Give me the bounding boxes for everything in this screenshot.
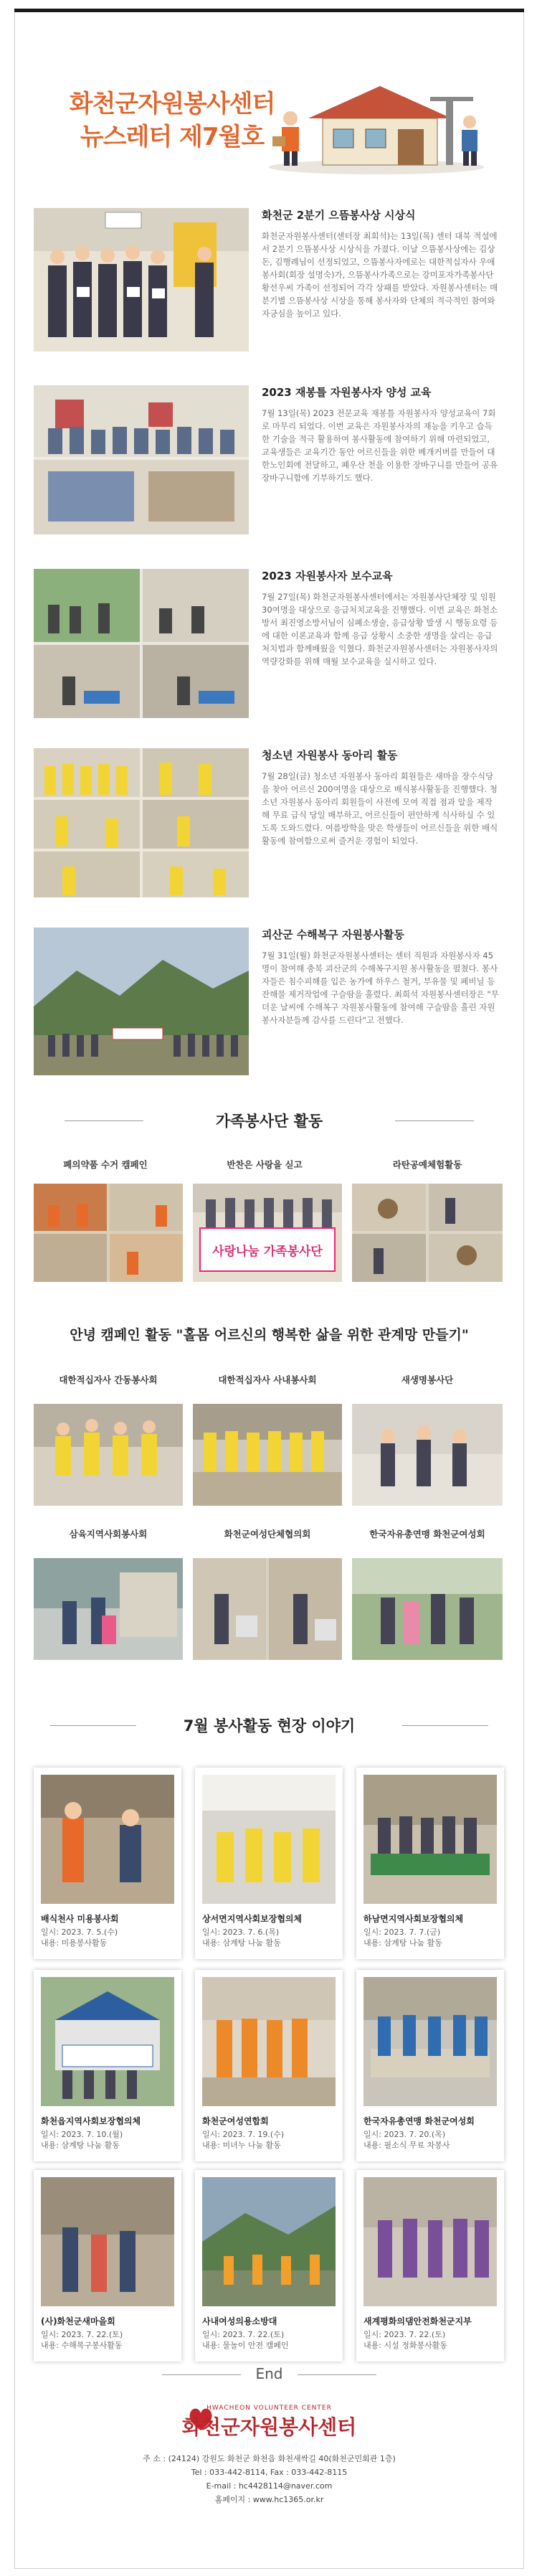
safety-section-title: 안녕 캠페인 활동 "홀몸 어르신의 행복한 삶을 위한 관계망 만들기" [70,1327,469,1343]
divider-line [162,2374,241,2375]
story-card-7 [34,2170,181,2362]
safety-card-5-label: 화천군여성단체협의회 [224,1529,311,1539]
safety-card-3-photo [352,1404,503,1506]
divider-line [65,1120,143,1121]
article-4-title: 청소년 자원봉사 동아리 활동 [262,749,398,762]
newsletter-title [50,88,294,154]
safety-card-5-photo [193,1558,342,1660]
family-card-3-photo [352,1184,503,1282]
article-2-text [262,385,500,484]
story-card-5-title: 화천군여성연합회 [202,2116,269,2126]
story-card-1-photo [41,1775,174,1904]
article-3 [34,569,500,720]
safety-card-4-label: 삼육지역사회봉사회 [69,1529,148,1539]
family-card-1-photo [34,1184,183,1282]
article-5-text [262,928,500,1027]
safety-card-6-label: 한국자유총연맹 화천군여성회 [369,1529,485,1539]
divider-line [298,2374,376,2375]
article-2-title: 2023 재봉틀 자원봉사자 양성 교육 [262,386,432,399]
article-5-title: 괴산군 수해복구 자원봉사활동 [262,928,404,941]
story-card-4-title: 화천읍지역사회보장협의체 [41,2116,141,2126]
story-card-8 [195,2170,343,2362]
article-1-photo [34,208,249,352]
story-card-5-content: 내용: 미녀누 나눔 활동 [202,2141,281,2150]
article-1-title: 화천군 2분기 으뜸봉사상 시상식 [262,209,416,222]
family-banner-text: 사랑나눔 가족봉사단 [212,1245,323,1259]
story-card-8-content: 내용: 물놀이 안전 캠페인 [202,2341,289,2350]
story-card-9-title: 새계평화의댐안전화천군지부 [363,2316,472,2326]
title-line-1: 화천군자원봉사센터 [69,90,275,118]
story-card-6-title: 한국자유총연맹 화천군여성회 [363,2116,475,2126]
story-card-6 [356,1970,504,2161]
story-card-9-photo [363,2177,497,2306]
end-label: End [14,2365,524,2382]
footer-logo-ko: 화천군자원봉사센터 [181,2415,357,2439]
family-card-1-label: 폐의약품 수거 캠페인 [63,1159,148,1170]
article-2 [34,385,500,536]
safety-card-4-photo [34,1558,183,1660]
story-card-5-date: 일시: 2023. 7. 19.(수) [202,2130,285,2139]
story-card-1-content: 내용: 미용봉사활동 [41,1938,108,1948]
story-card-4-content: 내용: 삼계탕 나눔 활동 [41,2141,120,2150]
top-bar [14,9,524,12]
story-card-3-photo [363,1775,497,1904]
title-line-2: 뉴스레터 제7월호 [80,123,265,151]
article-1-text [262,208,500,320]
safety-card-1-photo [34,1404,183,1506]
story-card-2-photo [202,1775,336,1904]
article-2-photo [34,385,249,534]
article-3-text [262,569,500,668]
story-card-7-photo [41,2177,174,2306]
header-illustration [258,68,488,176]
article-3-title: 2023 자원봉사자 보수교육 [262,570,393,582]
divider-line [50,1725,136,1726]
safety-card-3-label: 새생명봉사단 [401,1374,454,1385]
story-card-8-photo [202,2177,336,2306]
article-4-photo [34,748,249,897]
story-card-7-title: (사)화천군새마을회 [41,2316,115,2326]
safety-card-2-photo [193,1404,342,1506]
safety-card-6-photo [352,1558,503,1660]
story-card-3-date: 일시: 2023. 7. 7.(금) [363,1928,441,1937]
footer-logo-en: HWACHEON VOLUNTEER CENTER [206,2405,332,2412]
story-card-1-title: 배식천사 미용봉사회 [41,1914,119,1924]
story-card-2-title: 상서면지역사회보장협의체 [202,1914,303,1924]
article-4 [34,748,500,899]
article-5-body: 7월 31일(월) 화천군자원봉사센터는 센터 직원과 자원봉사자 45명이 참여해 충북 괴산군의 수해복구지원 봉사활동을 펼쳤다. 봉사자들은 침수피해를 입은 농가에 하우스 철거, 부유물 및 폐비닐 등 잔해물 제거작업에 구슬땀을 흘렸다. 최희석 자원봉사센터장은 "무더운 날씨에 수해복구 자원봉사활동에 참여해 구슬땀을 흘린 자원봉사자분들께 감사를 드린다"고 전했다. [262,950,499,1025]
divider-line [395,1120,474,1121]
story-card-9-date: 일시: 2023. 7. 22.(토) [363,2330,446,2339]
story-card-6-content: 내용: 필소식 무료 차봉사 [363,2141,450,2150]
safety-card-1-label: 대한적십자사 간동봉사회 [59,1374,158,1385]
family-card-2-label: 반찬은 사랑을 싣고 [227,1159,303,1170]
story-card-1 [34,1768,181,1959]
safety-card-2-label: 대한적십자사 사내봉사회 [218,1374,317,1385]
story-card-7-content: 내용: 수해복구봉사활동 [41,2341,123,2350]
family-section-title: 가족봉사단 활동 [14,1110,524,1131]
story-card-6-date: 일시: 2023. 7. 20.(목) [363,2130,446,2139]
story-card-2-date: 일시: 2023. 7. 6.(목) [202,1928,280,1937]
family-card-2-photo [193,1184,342,1282]
story-card-3 [356,1768,504,1959]
story-card-8-date: 일시: 2023. 7. 22.(토) [202,2330,285,2339]
story-card-2 [195,1768,343,1959]
footer-phone: Tel : 033-442-8114, Fax : 033-442-8115 [191,2468,348,2477]
story-card-5 [195,1970,343,2161]
footer-homepage[interactable]: 홈페이지 : www.hc1365.or.kr [214,2495,324,2504]
story-card-5-photo [202,1977,336,2106]
story-card-9-content: 내용: 시설 정화봉사활동 [363,2341,447,2350]
article-4-body: 7월 28일(금) 청소년 자원봉사 동아리 회원들은 새마을 장수식당을 찾아 어르신 200여명을 대상으로 배식봉사활동을 진행했다. 청소년 자원봉사 동아리 회원들이 사전에 모여 직접 점과 알을 제작해 무료 급식 당일 배부하고, 어르신들이 편안하게 식사하실 수 있도록 도와드렸다. 여름방학을 맞은 학생들이 어르신들을 위한 배식활동에 참여함으로써 즐거운 경험이 되었다. [262,771,498,846]
footer-address: 주 소 : (24124) 강원도 화천군 화천읍 화천새싹길 40(화천군민회관 1층) [143,2454,396,2463]
story-card-9 [356,2170,504,2362]
article-3-photo [34,569,249,718]
article-5-photo [34,928,249,1075]
article-3-body: 7월 27일(목) 화천군자원봉사센터에서는 자원봉사단체장 및 임원 30여명을 대상으로 응급처치교육을 진행했다. 이번 교육은 화천소방서 최진영소방서님이 심폐소생술, 응급상황 발생 시 행동요령 등에 대한 이론교육과 함께 응급 상황시 소중한 생명을 살리는 응급처치법과 함께배웠을 익혔다. 화천군자원봉사센터는 자원봉사자의 역량강화를 위해 매월 보수교육을 실시하고 있다. [262,592,498,666]
story-card-2-content: 내용: 삼계탕 나눔 활동 [202,1938,281,1948]
story-card-4-date: 일시: 2023. 7. 10.(월) [41,2130,123,2139]
article-1 [34,208,500,355]
article-5 [34,928,500,1078]
footer-email[interactable]: E-mail : hc4428114@naver.com [206,2481,333,2491]
article-2-body: 7월 13일(목) 2023 전문교육 재봉틀 자원봉사자 양성교육이 7회로 마무리 되었다. 이번 교육은 자원봉사자의 재능을 키우고 습득한 기술을 적극 활용하여 봉사활동에 참여하기 위해 마련되었고, 교육생들은 교육기간 동안 어르신들을 위한 베개커버를 만들어 대한노인회에 전달하고, 폐우산 천을 이용한 장바구니를 만들어 공유장바구니함에 기부하기도 했다. [262,408,498,483]
story-card-1-date: 일시: 2023. 7. 5.(수) [41,1928,118,1937]
story-card-3-title: 하남면지역사회보장협의체 [363,1914,464,1924]
story-card-8-title: 사내여성의용소방대 [202,2316,277,2326]
family-card-3-label: 라탄공예체험활동 [392,1159,462,1170]
story-card-7-date: 일시: 2023. 7. 22.(토) [41,2330,123,2339]
article-1-body: 화천군자원봉사센터(센터장 최희석)는 13일(목) 센터 대북 적설에서 2분기 으뜸봉사상 시상식을 가졌다. 이날 으뜸봉사상에는 김상돈, 김행례님이 선정되었고, 으뜸봉사자에로는 대한적십자사 우애봉사회(회장 설명숙)가, 으뜸봉사가족으로는 강미포자가족봉사단 황선우씨 가족이 선정되어 각각 상패를 받았다. 자원봉사센터는 매 분기별 으뜸봉사상 시상을 통해 봉사자와 단체의 적극적인 참여와 자긍심을 높이고 있다. [262,231,498,319]
story-card-3-content: 내용: 삼계탕 나눔 활동 [363,1938,442,1948]
divider-line [402,1725,488,1726]
story-card-4-photo [41,1977,174,2106]
story-card-6-photo [363,1977,497,2106]
story-card-4 [34,1970,181,2161]
article-4-text [262,748,500,847]
stories-section-title: 7월 봉사활동 현장 이야기 [14,1714,524,1736]
